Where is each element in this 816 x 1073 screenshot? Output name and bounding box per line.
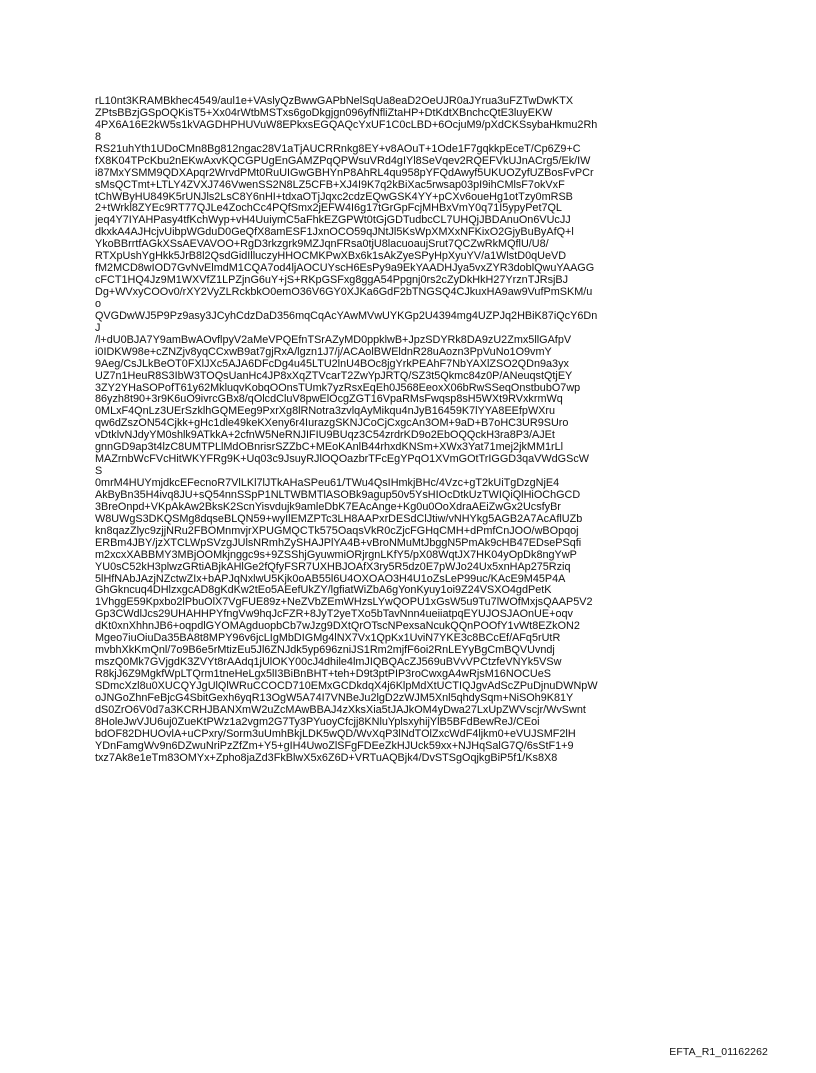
text-line: SDmcXzl8u0XUCQYJgUlQlWRuCCOCD710EMxGCDkdqX4j6KlpMdXtUCTIQJgvAdScZPuDjnuDWNpW <box>95 679 598 692</box>
bates-number: EFTA_R1_01162262 <box>669 1046 768 1058</box>
text-line: 4PX6A16E2kW5s1kVAGDHPHUVuW8EPkxsEGQAQcYxUF1C0cLBD+6OcjuM9/pXdCKSsybaHkmu2Rh <box>95 118 598 131</box>
text-line: 2+tWrkl8ZYEc9RT77QJLe4ZochCc4PQfSmx2jEFW4I6g17tGrGpFcjMHBxVmY0q71I5ypyPet7QL <box>95 202 562 215</box>
text-line: 9Aeg/CsJLkBeOT0FXlJXc5AJA6DFcDg4u45LTU2lnU4BOc8jgYrkPEAhF7NbYAXlZSO2QDn9a3yx <box>95 357 569 370</box>
text-line: RS21uhYth1UDoCMn8Bg812ngac28V1aTjAUCRRnkg8EY+v8AOuT+1Ode1F7gqkkpEceT/Cp6Z9+C <box>95 142 581 155</box>
text-line: /l+dU0BJA7Y9amBwAOvflpyV2aMeVPQEfnTSrAZyMD0ppklwB+JpzSDYRk8DA9zU2Zmx5llGAfpV <box>95 333 572 346</box>
text-line: MAZrnbWcFVcHitWKYFRg9K+Uq03c9JsuyRJlOQOazbrTFcEgYPqO1XVmGOtTrIGGD3qaVWdGScW <box>95 453 589 466</box>
text-line: YkoBBrrtfAGkXSsAEVAVOO+RgD3rkzgrk9MZJqnFRsa0tjU8lacuoaujSrut7QCZwRkMQflU/U8/ <box>95 238 549 251</box>
text-line: RTXpUshYgHkk5JrB8l2QsdGidIlluczyHHOCMKPwXBx6k1sAkZyeSPyHpXyuYV/a1WlstD0qUeVD <box>95 250 567 263</box>
text-line: sMsQCTmt+LTLY4ZVXJ746VwenSS2N8LZ5CFB+XJ4I9K7q2kBiXac5rwsap03pI9ihCMlsF7okVxF <box>95 178 565 191</box>
text-line: bdOF82DHUOvlA+uCPxry/Sorm3uUmhBkjLDK5wQD/WvXqP3lNdTOlZxcWdF4ljkm0+eVUJSMF2lH <box>95 727 576 740</box>
text-line: 1VhggE59Kpxbo2lPbuOlX7VgFUE89z+NeZVbZEmWHzsLYwQOPU1xGsW5u9Tu7lWOfMxjsQAAP5V2 <box>95 596 593 609</box>
text-line: tChWByHU849K5rUNJls2LsC8Y6nHI+tdxaOTjJqxc2cdzEQwGSK4YY+pCXv6oueHg1otTzy0mRSB <box>95 190 573 203</box>
text-line: YDnFamgWv9n6DZwuNriPzZfZm+Y5+gIH4UwoZlSFgFDEeZkHJUck59xx+NJHqSalG7Q/6sStF1+9 <box>95 739 574 752</box>
text-line: 3ZY2YHaSOPofT61y62MkluqvKobqOOnsTUmk7yzRsxEqEh0J568EeoxX06bRwSSeqOnstbubO7wp <box>95 381 581 394</box>
text-line: S <box>95 465 103 478</box>
text-line: i87MxYSMM9QDXApqr2WrvdPMt0RuUIGwGBHYnP8AhRL4qu958pYFQdAwyf5UKUOZyfUZBosFvPCr <box>95 166 594 179</box>
text-line: Dg+WVxyCOOv0/rXY2VyZLRckbkO0emO36V6GY0XJKa6GdF2bTNGSQ4CJkuxHA9aw9VufPmSKM/u <box>95 286 593 298</box>
text-line: 3BreOnpd+VKpAkAw2BksK2ScnYisvdujk9amleDbK7EAcAnge+Kg0u0OoXdraAEiZwGx2UcsfyBr <box>95 500 561 513</box>
encoded-text-block <box>95 96 795 765</box>
text-line: J <box>95 321 101 334</box>
text-line: qw6dZszON54Cjkk+gHc1dle49keKXeny6r4IurazgSKNJCoCjCxgcAn3OM+9aD+B7oHC3UR9SUro <box>95 417 569 430</box>
text-line: ZPtsBBzjGSpOQKisT5+Xx04rWtbMSTxs6goDkgjgn096yfNfliZtaHP+DtKdtXBnchcQtE3luyEKW <box>95 106 553 119</box>
text-line: ERBm4JBY/jzXTCLWpSVzgJUlsNRmhZySHAJPlYA4B+vBroNMuMtJbggN5PmAk9cHB47EDsePSqfi <box>95 536 582 549</box>
text-line: AkByBn35H4ivq8JU+sQ54nnSSpP1NLTWBMTlASOBk9agup50v5YsHIOcDtkUzTWIQiQlHiOChGCD <box>95 488 581 501</box>
text-line: vDtklvNJdyYM0shlk9ATkkA+2cfnW5NeRNJIFIU9BUqz3C54zrdrKD9o2EbOQQckH3ra8P3/AJEt <box>95 429 555 442</box>
text-line: GhGkncuq4DHlzxgcAD8gKdKw2tEo5AEefUkZY/lgfiatWiZbA6gYonKyuy1oi9Z24VSXO4gdPetK <box>95 584 552 597</box>
text-line: m2xcxXABBMY3MBjOOMkjnggc9s+9ZSShjGyuwmiORjrgnLKfY5/pX08WqtJX7HK04yOpDk8ngYwP <box>95 548 577 561</box>
text-line: 8HoleJwVJU6uj0ZueKtPWz1a2vgm2G7Ty3PYuoyCfcjj8KNluYplsxyhijYlB5BFdBewReJ/CEoi <box>95 715 540 728</box>
text-line: 0MLxF4QnLz3UErSzklhGQMEeg9PxrXg8lRNotra3zvlqAyMikqu4nJyB16459K7lYYA8EEfpWXru <box>95 405 556 418</box>
text-line: W8UWgS3DKQSMg8dqseBLQN59+wyIlEMZPTc3LH8AAPxrDESdClJtiw/vNHYkg5AGB2A7AcAflUZb <box>95 512 583 525</box>
text-line: YU0sC52kH3plwzGRtiABjkAHlGe2fQfyFSR7UXHBJOAfX3ry5R5dz0E7pWJo24Ux5xnHAp275Rziq <box>95 560 571 573</box>
text-line: rL10nt3KRAMBkhec4549/aul1e+VAslyQzBwwGAPbNelSqUa8eaD2OeUJR0aJYrua3uFZTwDwKTX <box>95 95 574 107</box>
text-line: cFCT1HQ4Jz9M1WXVfZ1LPZjnG6uY+jS+RKpGSFxg8ggA54Ppgnj0rs2cZyDkHkH27YrznTJRsjBJ <box>95 274 569 287</box>
text-line: dS0ZrO6V0d7a3KCRHJBANXmW2uZcMAwBBAJ4zXksXia5tJAJkOM4yDwa27LxUpZWVscjr/WvSwnt <box>95 703 586 716</box>
text-line: o <box>95 297 102 310</box>
text-line: fM2MCD8wIOD7GvNvElmdM1CQA7od4ljAOCUYscH6EsPy9a9EkYAADHJya5vxZYR3doblQwuYAAGG <box>95 262 595 275</box>
text-line: UZ7n1HeuR8S3IbW3TOQsUanHc4JP8xXqZTVcarT2ZwYpJRTQ/SZ3t5Qkmc84z0P/ANeuqstQtjEY <box>95 369 573 382</box>
text-line: R8kjJ6Z9MgkfWpLTQrm1tneHeLgx5lI3BiBnBHT+teh+D9t3ptPIP3roCwxgA4wRjsM16NOCUeS <box>95 668 552 680</box>
text-line: 86yzh8t90+3r9K6uO9ivrcGBx8/qOlcdCluV8pwElOcgZGT16VpaRMsFwqsp8sH5WXt9RVxkrmWq <box>95 393 563 406</box>
text-line: jeq4Y7IYAHPasy4tfKchWyp+vH4UuiymC5aFhkEZGPWt0tGjGDTudbcCL7UHQjJBDAnuOn6VUcJJ <box>95 214 571 227</box>
text-line: Gp3CWdlJcs29UHAHHPYfngVw9hqJcFZR+8JyT2yeTXo5bTavNnn4ueiiatpqEYUJOSJAOnUE+oqv <box>95 608 573 621</box>
text-line: QVGDwWJ5P9Pz9asy3JCyhCdzDaD356mqCqAcYAwMVwUYKGp2U4394mg4UZPJq2HBiK87iQcY6Dn <box>95 309 598 322</box>
text-line: oJNGoZhnFeBjcG4SbitGexh6yqR13OgW5A74I7VNBeJu2lgD2zWJM5Xnl5qhdySqm+NiSOh9K81Y <box>95 691 574 704</box>
text-line: 8 <box>95 130 102 143</box>
text-line: mszQ0Mk7GVjgdK3ZVYt8rAAdq1jUlOKY00cJ4dhile4lmJIQBQAcZJ569uBVvVPCtzfeVNYk5VSw <box>95 656 562 669</box>
text-line: dKt0xnXhhnJB6+oqpdlGYOMAgduopbCb7wJzg9DXtQrOTscNPexsaNcukQQnPOOfY1vWt8EZkON2 <box>95 620 580 633</box>
text-line: dkxkA4AJHcjvUibpWGduD0GeQfX8amESF1JxnOCO59qJNtJl5KsWpXMXxNFKixO2GjyBuByAfQ+l <box>95 226 574 239</box>
text-line: kn8qazZlyc9zjjNRu2FBOMnmvjrXPUGMQCTk575OaqsVkR0cZjcFGHqCMH+dPmfCnJOO/wBOpqoj <box>95 524 579 537</box>
text-line: gnnGD9ap3t4lzC8UMTPLlMdOBnrisrSZZbC+MEoKAnlB44rhxdKNSm+XWx3Yat71mej2jkMM1rLl <box>95 441 564 454</box>
text-line: txz7Ak8e1eTm83OMYx+Zpho8jaZd3FkBlwX5x6Z6D+VRTuAQBjk4/DvSTSgOqjkgBiP5f1/Ks8X8 <box>95 751 558 764</box>
text-line: i0IDKW98e+cZNZjv8yqCCxwB9at7gjRxA/lgzn1J7/j/ACAolBWEldnR28uAozn3PpVuNo1O9vmY <box>95 345 552 358</box>
text-line: 5lHfNAbJAzjNZctwZIx+bAPJqNxlwU5Kjk0oAB55l6U4OXOAO3H4U1oZsLeP99uc/KAcE9M45P4A <box>95 572 566 585</box>
text-line: 0mrM4HUYmjdkcEFecnoR7VlLKl7lJTkAHaSPeu61/TWu4QsIHmkjBHc/4Vzc+gT2kUiTgDzgNjE4 <box>95 477 560 489</box>
text-line: fX8K04TPcKbu2nEKwAxvKQCGPUgEnGAMZPqQPWsuVRd4gIYl8SeVqev2RQEFVkUJnACrg5/Ek/IW <box>95 154 591 167</box>
text-line: mvbhXkKmQnl/7o9B6e5rMtizEu5Jl6ZNJdk5yp696zniJS1Rm2mjfF6oi2RnLEYyBgCmBQVUvndj <box>95 644 555 657</box>
text-line: Mgeo7iuOiuDa35BA8t8MPY96v6jcLIgMbDIGMg4lNX7Vx1QpKx1UviN7YKE3c8BCcEf/AFq5rUtR <box>95 632 561 645</box>
